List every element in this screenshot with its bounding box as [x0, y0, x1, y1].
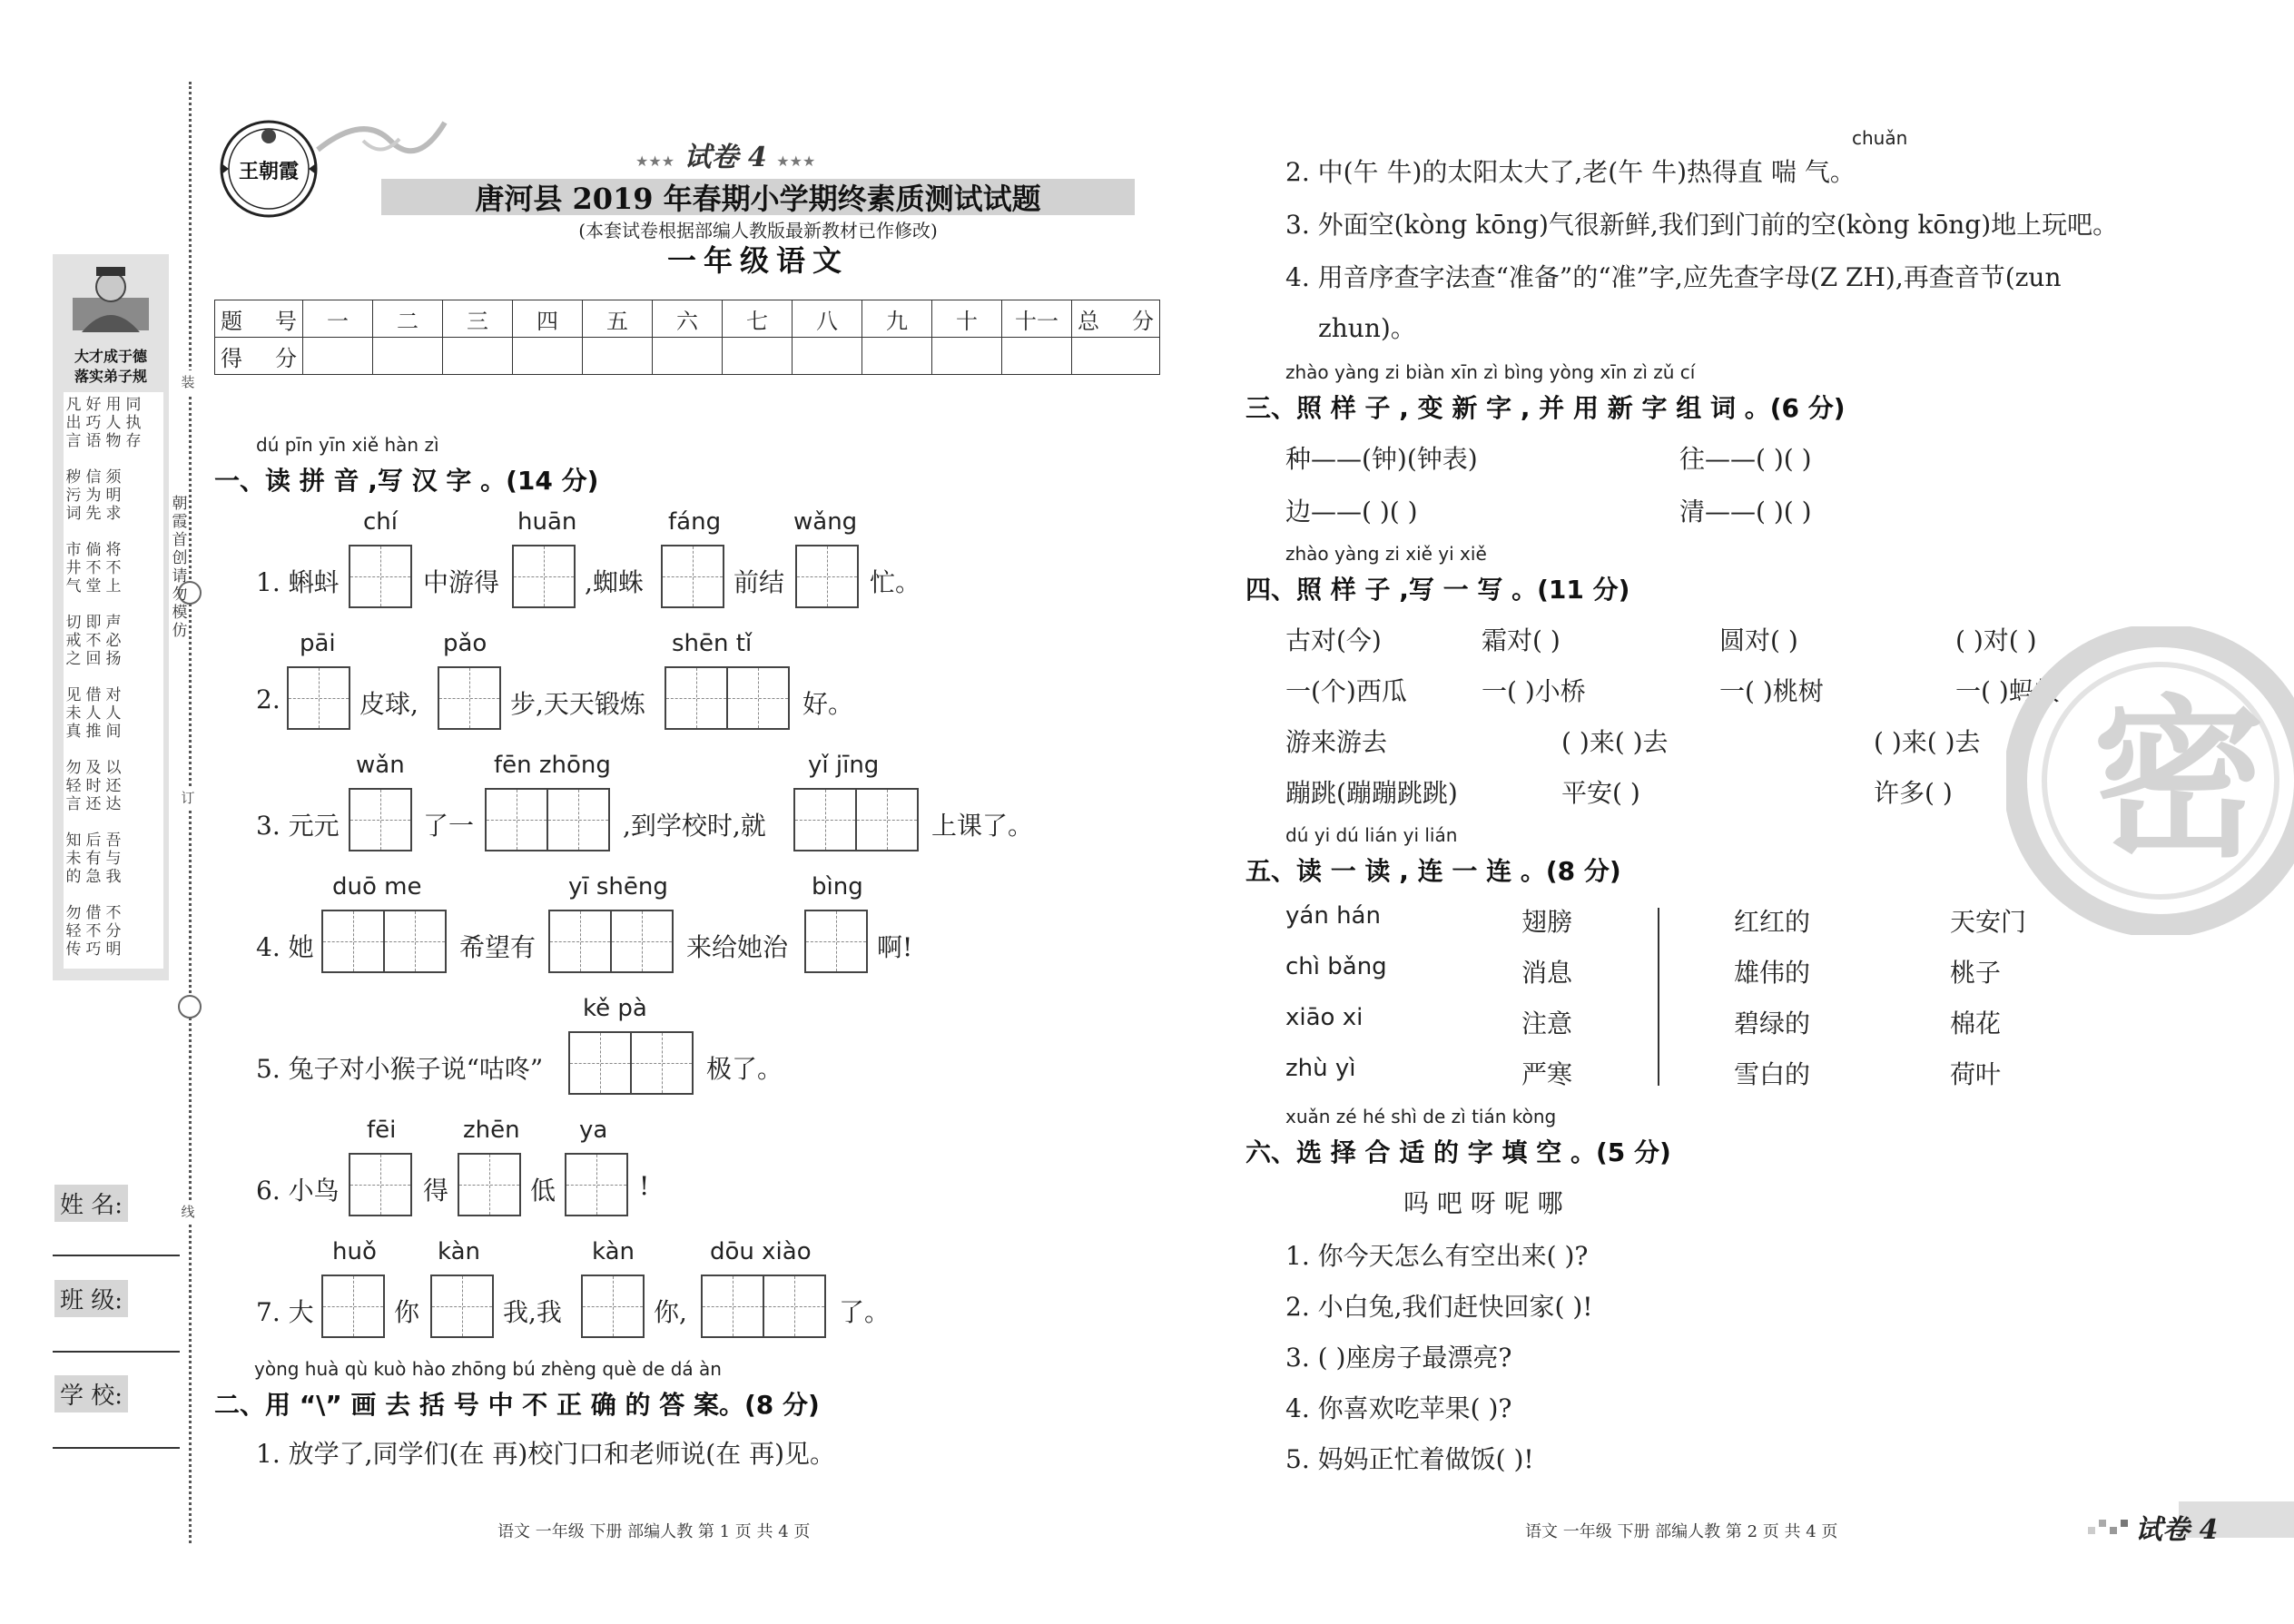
writing-grid[interactable] [701, 1275, 824, 1338]
writing-grid[interactable] [458, 1153, 519, 1216]
question-text: 上课了。 [931, 811, 1034, 841]
question-text: 极了。 [706, 1054, 783, 1084]
section-5-title: 五、读 一 读 , 连 一 连 。(8 分) [1245, 856, 1621, 886]
class-label: 班 级: [54, 1280, 128, 1317]
question-text: 你, [654, 1297, 687, 1327]
watermark-seal-icon [2006, 626, 2294, 935]
motto-line: 落实弟子规 [74, 368, 147, 385]
pinyin-hint: dōu xiào [710, 1238, 812, 1265]
question-text: 蹦跳(蹦蹦跳跳) [1285, 778, 1458, 808]
motto-line: 大才成于德 [74, 348, 147, 365]
binding-mark-line: 订 [176, 786, 200, 810]
pinyin-hint: pǎo [443, 630, 487, 657]
scholar-portrait-icon [64, 261, 158, 334]
proverb-column: 见 未 真 [65, 686, 82, 741]
question-text: 1. 放学了,同学们(在 再)校门口和老师说(在 再)见。 [256, 1439, 836, 1469]
writing-grid[interactable] [795, 545, 857, 608]
pinyin-hint: pāi [300, 630, 336, 657]
pinyin-hint: yǐ jīng [808, 752, 880, 779]
table-header-cell: 五 [583, 300, 653, 338]
pinyin-hint: duō me [332, 873, 422, 901]
proverb-column: 好 巧 语 [85, 396, 102, 450]
writing-grid[interactable] [568, 1031, 692, 1095]
score-cell[interactable] [653, 338, 723, 375]
pinyin-hint: chí [363, 508, 398, 536]
score-table [214, 300, 1160, 375]
question-text: 啊! [877, 932, 913, 962]
writing-grid[interactable] [287, 666, 349, 730]
school-field[interactable] [53, 1447, 180, 1449]
page-footer-right: 语文 一年级 下册 部编人教 第 2 页 共 4 页 [1525, 1522, 1838, 1541]
question-text: 低 [530, 1176, 556, 1206]
section-1-title: 一、读 拼 音 ,写 汉 字 。(14 分) [214, 466, 599, 496]
proverb-column: 须 明 求 [105, 468, 122, 523]
proverb-column: 凡 出 言 [65, 396, 82, 450]
question-text: 往——( )( ) [1679, 444, 1812, 474]
section-pinyin: yòng huà qù kuò hào zhōng bú zhèng què de dá àn [254, 1358, 722, 1380]
writing-grid[interactable] [565, 1153, 626, 1216]
pinyin-hint: zhēn [463, 1117, 520, 1144]
proverb-column: 勿 轻 传 [65, 904, 82, 959]
match-pinyin: xiāo xi [1285, 1004, 1364, 1031]
question-text: 1. 你今天怎么有空出来( )? [1285, 1241, 1589, 1271]
score-cell[interactable] [373, 338, 443, 375]
table-header-cell: 七 [723, 300, 793, 338]
question-text: 清——( )( ) [1679, 497, 1812, 527]
exam-title: 唐河县 2019 年春期小学期终素质测试试题 [475, 182, 1041, 216]
binding-text: 朝霞首创 请勿模仿 [172, 495, 188, 640]
class-field[interactable] [53, 1351, 180, 1353]
sidebar-motto [56, 347, 165, 387]
match-pinyin: zhù yì [1285, 1055, 1356, 1082]
score-cell[interactable] [513, 338, 583, 375]
question-text: 了一 [423, 811, 475, 841]
match-word[interactable]: 雪白的 [1734, 1059, 1811, 1089]
question-text: ,蜘蛛 [585, 567, 644, 597]
question-text: 好。 [802, 689, 854, 719]
question-text: 1. 蝌蚪 [256, 567, 340, 597]
writing-grid[interactable] [512, 545, 574, 608]
question-text: 游来游去 [1285, 727, 1388, 757]
section-pinyin: dú yi dú lián yi lián [1285, 824, 1458, 846]
proverb-column: 将 不 上 [105, 541, 122, 595]
match-word[interactable]: 天安门 [1950, 907, 2027, 937]
question-text: 古对(今) [1285, 625, 1382, 655]
binding-hole [178, 995, 202, 1019]
score-cell[interactable] [862, 338, 932, 375]
section-4-title: 四、照 样 子 ,写 一 写 。(11 分) [1245, 575, 1630, 605]
table-header-cell: 题 号 [215, 300, 303, 338]
match-pinyin: yán hán [1285, 902, 1381, 930]
writing-grid[interactable] [804, 910, 866, 973]
question-text: 5. 妈妈正忙着做饭( )! [1285, 1444, 1534, 1474]
match-word[interactable]: 桃子 [1950, 958, 2002, 988]
writing-grid[interactable] [548, 910, 672, 973]
score-cell[interactable] [1002, 338, 1072, 375]
writing-grid[interactable] [349, 788, 410, 851]
proverb-column: 信 为 先 [85, 468, 102, 523]
pinyin-hint: kàn [438, 1238, 481, 1265]
section-pinyin: xuǎn zé hé shì de zì tián kòng [1285, 1106, 1557, 1127]
match-word[interactable]: 严寒 [1521, 1059, 1573, 1089]
pinyin-hint: yī shēng [568, 873, 668, 901]
match-word[interactable]: 雄伟的 [1734, 958, 1811, 988]
proverb-column: 吾 与 我 [105, 832, 122, 886]
table-header-cell: 十一 [1002, 300, 1072, 338]
question-text: 忙。 [870, 567, 921, 597]
table-header-cell: 二 [373, 300, 443, 338]
proverbs-panel [64, 392, 163, 969]
question-text: ! [639, 1171, 650, 1201]
table-header-cell: 三 [443, 300, 513, 338]
match-word[interactable]: 碧绿的 [1734, 1009, 1811, 1038]
question-text: 3. ( )座房子最漂亮? [1285, 1343, 1512, 1373]
question-text: ,到学校时,就 [623, 811, 766, 841]
proverb-column: 倘 不 堂 [85, 541, 102, 595]
question-text: 2. 中(午 牛)的太阳太大了,老(午 牛)热得直 喘 气。 [1285, 157, 1856, 187]
writing-grid[interactable] [661, 545, 723, 608]
section-pinyin: zhào yàng zi xiě yi xiě [1285, 543, 1487, 565]
writing-grid[interactable] [665, 666, 788, 730]
proverb-column: 同 执 存 [125, 396, 142, 450]
question-text: 了。 [839, 1297, 891, 1327]
proverb-column: 对 人 间 [105, 686, 122, 741]
question-text: 3. 元元 [256, 811, 340, 841]
question-text: 皮球, [359, 689, 418, 719]
pinyin-hint: kàn [592, 1238, 635, 1265]
proverb-column: 市 井 气 [65, 541, 82, 595]
proverb-column: 借 不 巧 [85, 904, 102, 959]
question-text: 圆对( ) [1719, 625, 1798, 655]
proverb-column: 及 时 还 [85, 759, 102, 813]
score-cell[interactable] [723, 338, 793, 375]
exam-subtitle: (本套试卷根据部编人教版最新教材已作修改) [578, 220, 938, 241]
question-text: 5. 兔子对小猴子说“咕咚” [256, 1054, 544, 1084]
table-header-cell: 十 [932, 300, 1002, 338]
school-label: 学 校: [54, 1375, 128, 1412]
publisher-logo-icon [218, 118, 320, 220]
question-text: ( )来( )去 [1874, 727, 1981, 757]
score-cell[interactable] [303, 338, 373, 375]
name-label: 姓 名: [54, 1185, 128, 1222]
stars-icon: ★★★ [776, 153, 816, 170]
question-text: 7. 大 [256, 1297, 314, 1327]
writing-grid[interactable] [349, 545, 410, 608]
question-text: ( )对( ) [1955, 625, 2037, 655]
svg-text:密: 密 [2092, 680, 2266, 881]
ribbon-icon [309, 104, 454, 177]
question-text: 希望有 [459, 932, 537, 962]
proverb-column: 切 戒 之 [65, 614, 82, 668]
question-text: 一( )蚂蚁 [1955, 676, 2060, 706]
match-word[interactable]: 消息 [1521, 958, 1573, 988]
table-header-cell: 六 [653, 300, 723, 338]
match-word[interactable]: 红红的 [1734, 907, 1811, 937]
question-text: 前结 [733, 567, 785, 597]
writing-grid[interactable] [321, 910, 445, 973]
writing-grid[interactable] [321, 1275, 383, 1338]
proverb-column: 用 人 物 [105, 396, 122, 450]
binding-mark-seal: 装 [176, 370, 200, 394]
question-text: 2. [256, 684, 281, 714]
match-divider [1658, 908, 1659, 1086]
pinyin-hint: fēi [367, 1117, 397, 1144]
table-header-cell: 八 [793, 300, 862, 338]
table-header-cell: 四 [513, 300, 583, 338]
table-header-cell: 九 [862, 300, 932, 338]
pinyin-hint: shēn tǐ [672, 630, 753, 657]
question-text: 平安( ) [1561, 778, 1640, 808]
match-word[interactable]: 荷叶 [1950, 1059, 2002, 1089]
svg-text:王朝霞: 王朝霞 [238, 160, 300, 183]
pinyin-hint: bìng [812, 873, 863, 901]
pinyin-hint: huān [517, 508, 577, 536]
pinyin-hint: fáng [668, 508, 722, 536]
question-text: 你 [394, 1297, 420, 1327]
writing-grid[interactable] [430, 1275, 492, 1338]
writing-grid[interactable] [485, 788, 608, 851]
binding-line [189, 82, 192, 1543]
question-text: 一( )小桥 [1482, 676, 1586, 706]
writing-grid[interactable] [438, 666, 499, 730]
proverb-column: 知 未 的 [65, 832, 82, 886]
score-cell[interactable] [443, 338, 513, 375]
section-6-title: 六、选 择 合 适 的 字 填 空 。(5 分) [1245, 1137, 1671, 1167]
exam-series-label: ★★★ 试卷 4 ★★★ [635, 142, 816, 173]
table-row-label: 得 分 [215, 338, 303, 375]
writing-grid[interactable] [349, 1153, 410, 1216]
score-cell[interactable] [793, 338, 862, 375]
score-table-score-row [215, 338, 1160, 375]
match-pinyin: chì bǎng [1285, 953, 1387, 980]
table-header-cell: 总 分 [1072, 300, 1160, 338]
question-text: 中游得 [423, 567, 500, 597]
question-text: 4. 用音序查字法查“准备”的“准”字,应先查字母(Z ZH),再查音节(zun [1285, 262, 2062, 292]
match-word[interactable]: 注意 [1521, 1009, 1573, 1038]
score-cell[interactable] [932, 338, 1002, 375]
word-options: 吗 吧 呀 呢 哪 [1403, 1188, 1563, 1218]
pinyin-hint: chuǎn [1852, 127, 1908, 149]
squares-decoration-icon [2088, 1511, 2133, 1536]
question-text: 6. 小鸟 [256, 1176, 340, 1206]
binding-mark-bind: 线 [176, 1200, 200, 1224]
question-text: 一( )桃树 [1719, 676, 1824, 706]
question-text: 我,我 [503, 1297, 562, 1327]
question-text: 霜对( ) [1482, 625, 1561, 655]
pinyin-hint: ya [579, 1117, 608, 1144]
proverb-column: 后 有 急 [85, 832, 102, 886]
score-cell[interactable] [1072, 338, 1160, 375]
proverb-column: 声 必 扬 [105, 614, 122, 668]
stars-icon: ★★★ [635, 153, 675, 170]
section-pinyin: dú pīn yīn xiě hàn zì [256, 434, 439, 456]
section-2-title: 二、用 “\” 画 去 括 号 中 不 正 确 的 答 案。(8 分) [214, 1390, 820, 1420]
section-3-title: 三、照 样 子 , 变 新 字 , 并 用 新 字 组 词 。(6 分) [1245, 393, 1846, 423]
proverb-column: 借 人 推 [85, 686, 102, 741]
pinyin-hint: wǎng [793, 508, 858, 536]
match-word[interactable]: 翅膀 [1521, 907, 1573, 937]
question-text: 步,天天锻炼 [510, 689, 645, 719]
match-word[interactable]: 棉花 [1950, 1009, 2002, 1038]
question-text: 边——( )( ) [1285, 497, 1418, 527]
pinyin-hint: huǒ [332, 1238, 377, 1265]
name-field[interactable] [53, 1255, 180, 1256]
question-text: 来给她治 [686, 932, 789, 962]
question-text: 3. 外面空(kòng kōng)气很新鲜,我们到门前的空(kòng kōng)地上玩吧。 [1285, 210, 2119, 240]
pinyin-hint: wǎn [356, 752, 405, 779]
proverb-column: 以 还 达 [105, 759, 122, 813]
writing-grid[interactable] [581, 1275, 643, 1338]
question-text: 得 [423, 1176, 449, 1206]
page-footer-left: 语文 一年级 下册 部编人教 第 1 页 共 4 页 [497, 1522, 811, 1541]
question-text: 种——(钟)(钟表) [1285, 444, 1478, 474]
table-header-cell: 一 [303, 300, 373, 338]
proverb-column: 秽 污 词 [65, 468, 82, 523]
pinyin-hint: fēn zhōng [494, 752, 611, 779]
question-text: zhun)。 [1318, 313, 1416, 343]
question-text: 4. 你喜欢吃苹果( )? [1285, 1393, 1512, 1423]
question-text: 4. 她 [256, 932, 314, 962]
question-text: 2. 小白兔,我们赶快回家( )! [1285, 1292, 1593, 1322]
proverb-column: 即 不 回 [85, 614, 102, 668]
score-cell[interactable] [583, 338, 653, 375]
proverb-column: 不 分 明 [105, 904, 122, 959]
score-table-header-row [215, 300, 1160, 338]
writing-grid[interactable] [793, 788, 917, 851]
grade-subject: 一年级语文 [666, 243, 849, 278]
proverb-column: 勿 轻 言 [65, 759, 82, 813]
exam-badge: 试卷 4 [2135, 1514, 2219, 1546]
question-text: 一(个)西瓜 [1285, 676, 1407, 706]
question-text: 许多( ) [1874, 778, 1953, 808]
section-pinyin: zhào yàng zi biàn xīn zì bìng yòng xīn zì zǔ cí [1285, 361, 1696, 383]
pinyin-hint: kě pà [583, 995, 647, 1022]
question-text: ( )来( )去 [1561, 727, 1669, 757]
